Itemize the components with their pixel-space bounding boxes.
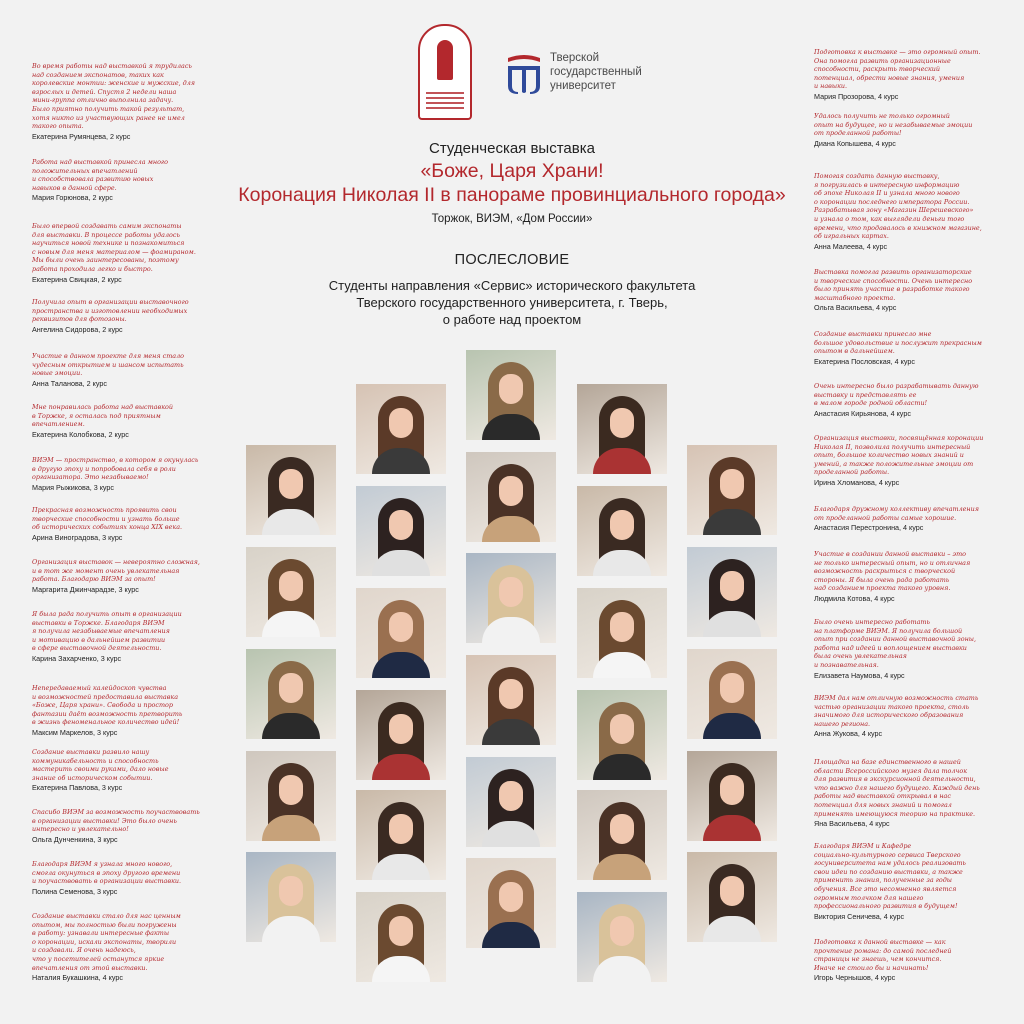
testimonial-text: Непередаваемый калейдоскоп чувства и возможностей предоставила выставка «Боже, Царя храни». Свобода и простор фантазии даёт возможность претворить в жизнь феноменальное количество идей!: [32, 684, 183, 727]
testimonial-author: Анастасия Кирьянова, 4 курс: [814, 408, 911, 418]
testimonial-text: Я была рада получить опыт в организации выставки в Торжке. Благодаря ВИЭМ я получила незабываемые впечатления и мотивацию в дальнейшем развитии в сфере выставочной деятельности.: [32, 610, 182, 653]
testimonial-text: ВИЭМ дал нам отличную возможность стать частью организации такого проекта, столь значимого для исторического образования нашего региона.: [814, 694, 979, 728]
student-photo: [577, 486, 667, 576]
testimonial-author: Полина Семенова, 3 курс: [32, 886, 118, 896]
student-photo: [687, 751, 777, 841]
testimonial-author: Ольга Васильева, 4 курс: [814, 303, 897, 313]
student-photo: [356, 690, 446, 780]
testimonial: [32, 610, 222, 664]
testimonial-text: Удалось получить не только огромный опыт на будущее, но и незабываемые эмоции от проделанной работы!: [814, 112, 973, 138]
testimonial-author: Анастасия Перестронина, 4 курс: [814, 523, 924, 533]
student-photo: [356, 790, 446, 880]
university-name: Тверской государственный университет: [550, 52, 642, 92]
testimonial: [32, 684, 222, 738]
testimonial-author: Игорь Чернышов, 4 курс: [814, 973, 896, 983]
testimonial-author: Арина Виноградова, 3 курс: [32, 532, 123, 542]
testimonial: [814, 550, 994, 604]
testimonial-text: ВИЭМ — пространство, в котором я окунулась в другую эпоху и попробовала себя в роли организатора. Это незабываемо!: [32, 456, 199, 482]
exhibition-title-line1: «Боже, Царя Храни!: [420, 160, 604, 182]
testimonial: [814, 268, 994, 313]
testimonial-author: Анна Малеева, 4 курс: [814, 241, 888, 251]
student-photo: [246, 852, 336, 942]
testimonial: [32, 506, 222, 543]
testimonial-author: Мария Рыжикова, 3 курс: [32, 482, 115, 492]
testimonial: [814, 48, 994, 102]
testimonial-text: Организация выставок — невероятно сложная, и в тот же момент очень увлекательная работа. Благодарю ВИЭМ за опыт!: [32, 558, 200, 584]
student-photo: [356, 892, 446, 982]
testimonial-author: Мария Прозорова, 4 курс: [814, 91, 899, 101]
testimonial: [32, 748, 222, 793]
student-photo: [466, 655, 556, 745]
testimonial: [814, 618, 994, 681]
testimonial-author: Екатерина Павлова, 3 курс: [32, 783, 123, 793]
testimonial: [814, 938, 994, 983]
student-photo: [466, 553, 556, 643]
testimonial: [32, 222, 222, 285]
testimonial-author: Елизавета Наумова, 4 курс: [814, 670, 905, 680]
testimonial-author: Ирина Хломанова, 4 курс: [814, 477, 900, 487]
student-photo: [577, 790, 667, 880]
student-photo: [356, 486, 446, 576]
testimonial: [814, 505, 994, 533]
testimonial-text: Площадка на базе единственного в нашей области Всероссийского музея дала толчок для развития в экскурсионной деятельности, что важно для нашего будущего. Каждый день работы над выставкой открывал в нас потенциал для новых знаний и помогал применять имеющуюся теорию на практике.: [814, 758, 980, 818]
testimonial-author: Анна Таланова, 2 курс: [32, 378, 108, 388]
testimonial-author: Ольга Дунченкина, 3 курс: [32, 834, 118, 844]
testimonial-author: Виктория Сеничева, 4 курс: [814, 911, 905, 921]
student-photo: [687, 445, 777, 535]
testimonial-text: Подготовка к данной выставке — как прочтение романа: до самой последней страницы не знаешь, чем кончится. Иначе не стоило бы и начинать!: [814, 938, 952, 972]
student-photo: [466, 757, 556, 847]
testimonial-author: Людмила Котова, 4 курс: [814, 593, 895, 603]
testimonial-text: Благодаря дружному коллективу впечатления от проделанной работы самые хорошие.: [814, 505, 979, 522]
testimonial-text: Участие в создании данной выставки – это не только интересный опыт, но и отличная возможность раскрыться с творческой стороны. Я была очень рада работать над созданием проекта такого уровня.: [814, 550, 971, 593]
testimonial-author: Яна Васильева, 4 курс: [814, 819, 890, 829]
testimonial: [814, 434, 994, 488]
testimonial-author: Маргарита Джинчарадзе, 3 курс: [32, 584, 139, 594]
student-photo: [687, 852, 777, 942]
testimonial-text: Организация выставки, посвящённая коронации Николая II, позволила получить интересный опыт, большое количество новых знаний и умений, а также положительные эмоции от проделанной работы.: [814, 434, 984, 477]
testimonial: [32, 808, 222, 845]
testimonial: [32, 860, 222, 897]
testimonial-author: Максим Маркелов, 3 курс: [32, 727, 118, 737]
testimonial-author: Екатерина Свицкая, 2 курс: [32, 274, 122, 284]
testimonial-text: Создание выставки развило нашу коммуникабельность и способность мастерить своими руками, дало новые знание об историческом событии.: [32, 748, 169, 782]
student-photo: [466, 452, 556, 542]
student-photo: [466, 858, 556, 948]
student-photo: [577, 384, 667, 474]
testimonial-text: Участие в данном проекте для меня стало чудесным открытием и шансом испытать новые эмоции.: [32, 352, 185, 378]
testimonial: [32, 403, 222, 440]
student-photo: [356, 384, 446, 474]
department-seal-logo: [418, 24, 472, 120]
testimonial-author: Екатерина Пословская, 4 курс: [814, 356, 915, 366]
testimonial-text: Прекрасная возможность проявить свои творческие способности и узнать больше об исторических событиях конца XIX века.: [32, 506, 183, 532]
student-photo: [246, 649, 336, 739]
testimonial-text: Создание выставки принесло мне большое удовольствие и послужит прекрасным опытом в дальнейшем.: [814, 330, 982, 356]
testimonial-author: Наталия Букашкина, 4 курс: [32, 973, 123, 983]
testimonial-text: Работа над выставкой принесла много положительных впечатлений и способствовала развитию новых навыков в данной сфере.: [32, 158, 169, 192]
exhibition-title-line2: Коронация Николая II в панораме провинциального города»: [238, 184, 786, 206]
testimonial-author: Екатерина Румянцева, 2 курс: [32, 131, 131, 141]
header-logos: [418, 24, 658, 124]
testimonial-text: Было впервой создавать самим экспонаты для выставки. В процессе работы удалось научиться новой технике и познакомиться с новым для меня материалом — фоамираном. Мы были очень заинтересованы, поэтому работа проходила легко и быстро.: [32, 222, 196, 273]
testimonial: [32, 456, 222, 493]
testimonial: [814, 330, 994, 367]
student-photo: [577, 690, 667, 780]
testimonial: [814, 694, 994, 739]
student-photo: [687, 547, 777, 637]
testimonial: [814, 382, 994, 419]
testimonial-text: Подготовка к выставке — это огромный опыт. Она помогла развить организационные способности, раскрыть творческий потенциал, обрести новые знания, умения и навыки.: [814, 48, 981, 91]
testimonial: [32, 558, 222, 595]
afterword-heading: ПОСЛЕСЛОВИЕ: [454, 252, 570, 268]
testimonial: [32, 62, 222, 142]
student-photo: [246, 547, 336, 637]
exhibition-subtitle: Студенческая выставка: [429, 140, 595, 157]
student-photo: [356, 588, 446, 678]
testimonial-text: Выставка помогла развить организаторские и творческие способности. Очень интересно было принять участие в разработке такого масштабного проекта.: [814, 268, 973, 302]
testimonial-author: Екатерина Колобкова, 2 курс: [32, 429, 129, 439]
testimonial: [814, 172, 994, 252]
student-photo: [246, 445, 336, 535]
exhibition-place: Торжок, ВИЭМ, «Дом России»: [431, 213, 593, 225]
testimonial: [814, 112, 994, 149]
testimonial-text: Было очень интересно работать на платформе ВИЭМ. Я получила большой опыт при создании данной выставочной зоны, работа над идеей и воплощением выставки была очень увлекательная и познавательная.: [814, 618, 977, 669]
student-photo: [577, 892, 667, 982]
testimonial-author: Ангелина Сидорова, 2 курс: [32, 324, 123, 334]
testimonial: [32, 912, 222, 983]
testimonial: [32, 158, 222, 203]
testimonial-text: Во время работы над выставкой я трудилась над созданием экспонатов, таких как королевские монтии: женские и мужские, для взрослых и детей. Спустя 2 недели наша мини-группа отлично выполнила задачу. Было приятно получить такой результат, хотя никто из участвующих ранее не имел такого опыта.: [32, 62, 196, 131]
testimonial-text: Получила опыт в организации выставочного пространства и изготовлении необходимых реквизитов для фотозоны.: [32, 298, 189, 324]
testimonial-author: Мария Горюнова, 2 курс: [32, 193, 113, 203]
testimonial: [32, 352, 222, 389]
testimonial-text: Создание выставки стало для нас ценным опытом, мы полностью были погружены в работу: узнавали интересные факты о коронации, искали экспонаты, творили и создавали. Я очень надеюсь, что у посетителей останутся яркие впечатления от этой выставки.: [32, 912, 181, 972]
student-photo: [577, 588, 667, 678]
student-photo: [687, 649, 777, 739]
testimonial: [32, 298, 222, 335]
student-photo: [246, 751, 336, 841]
students-intro: Студенты направления «Сервис» исторического факультета Тверского государственного университета, г. Тверь, о работе над проектом: [328, 278, 696, 327]
testimonial-text: Очень интересно было разрабатывать данную выставку и представлять ее в малом городе родной области!: [814, 382, 979, 408]
testimonial-text: Благодаря ВИЭМ и Кафедре социально-культурного сервиса Тверского госуниверситета нам удалось реализовать свои идеи по созданию выставки, а также применить знания, полученные за годы обучения. Все это несомненно является огромным толчком для нашего профессионального развития в будущем!: [814, 842, 966, 911]
testimonial-author: Анна Жукова, 4 курс: [814, 729, 883, 739]
testimonial-text: Спасибо ВИЭМ за возможность поучаствовать в организации выставки! Это было очень интересно и увлекательно!: [32, 808, 200, 834]
testimonial-text: Мне понравилась работа над выставкой в Торжке, я осталась под приятным впечатлением.: [32, 403, 173, 429]
testimonial-author: Диана Копышева, 4 курс: [814, 138, 896, 148]
testimonial-text: Благодаря ВИЭМ я узнала много нового, смогла окунуться в эпоху другого времени и поучаствовать в организации выставки.: [32, 860, 182, 886]
testimonial-text: Помогая создать данную выставку, я погрузилась в интересную информацию об эпохе Николая II и узнала много нового о коронации последнего императора России. Разрабатывая зону «Магазин Шерешевского» и узнала о том, как выглядели деньги того времени, что продавалось в книжном магазине, об игральных картах.: [814, 172, 982, 241]
university-logo-icon: [504, 52, 544, 96]
testimonial: [814, 758, 994, 829]
student-photo: [466, 350, 556, 440]
testimonial-author: Карина Захарченко, 3 курс: [32, 653, 122, 663]
testimonial: [814, 842, 994, 922]
